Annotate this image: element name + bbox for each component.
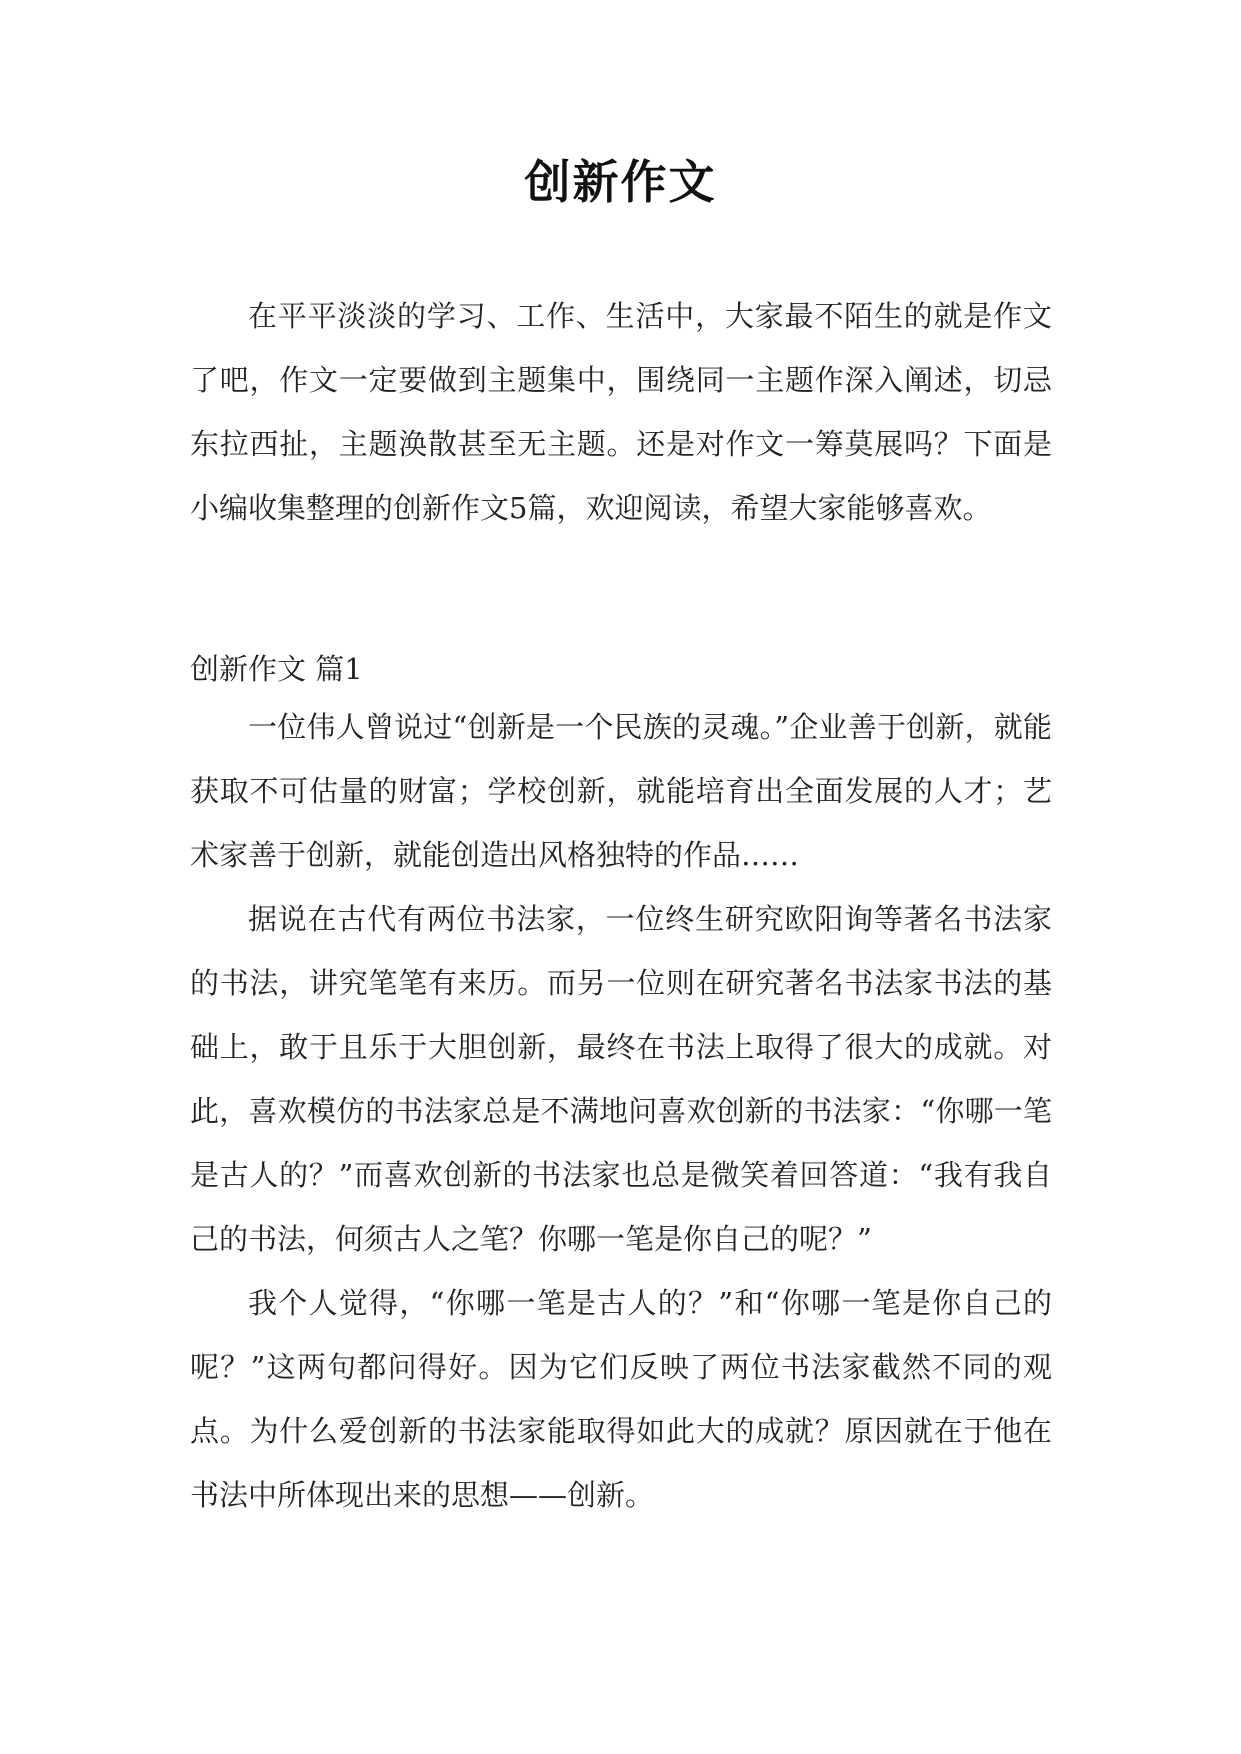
- section-body: [190, 695, 1052, 1527]
- document-title: 创新作文: [524, 155, 717, 209]
- body-paragraph-1: 一位伟人曾说过“创新是一个民族的灵魂。”企业善于创新，就能获取不可估量的财富；学校创新，就能培育出全面发展的人才；艺术家善于创新，就能创造出风格独特的作品……: [190, 710, 1052, 872]
- body-paragraph-3: 我个人觉得，“你哪一笔是古人的？”和“你哪一笔是你自己的呢？”这两句都问得好。因为它们反映了两位书法家截然不同的观点。为什么爱创新的书法家能取得如此大的成就？原因就在于他在书法中所体现出来的思想——创新。: [190, 1286, 1052, 1512]
- body-paragraph-2: 据说在古代有两位书法家，一位终生研究欧阳询等著名书法家的书法，讲究笔笔有来历。而另一位则在研究著名书法家书法的基础上，敢于且乐于大胆创新，最终在书法上取得了很大的成就。对此，喜欢模仿的书法家总是不满地问喜欢创新的书法家：“你哪一笔是古人的？”而喜欢创新的书法家也总是微笑着回答道：“我有我自己的书法，何须古人之笔？你哪一笔是你自己的呢？”: [190, 902, 1052, 1256]
- intro-section: [190, 284, 1052, 540]
- intro-paragraph: 在平平淡淡的学习、工作、生活中，大家最不陌生的就是作文了吧，作文一定要做到主题集中，围绕同一主题作深入阐述，切忌东拉西扯，主题涣散甚至无主题。还是对作文一筹莫展吗？下面是小编收集整理的创新作文5篇，欢迎阅读，希望大家能够喜欢。: [190, 299, 1052, 525]
- section-heading: 创新作文 篇1: [190, 652, 363, 686]
